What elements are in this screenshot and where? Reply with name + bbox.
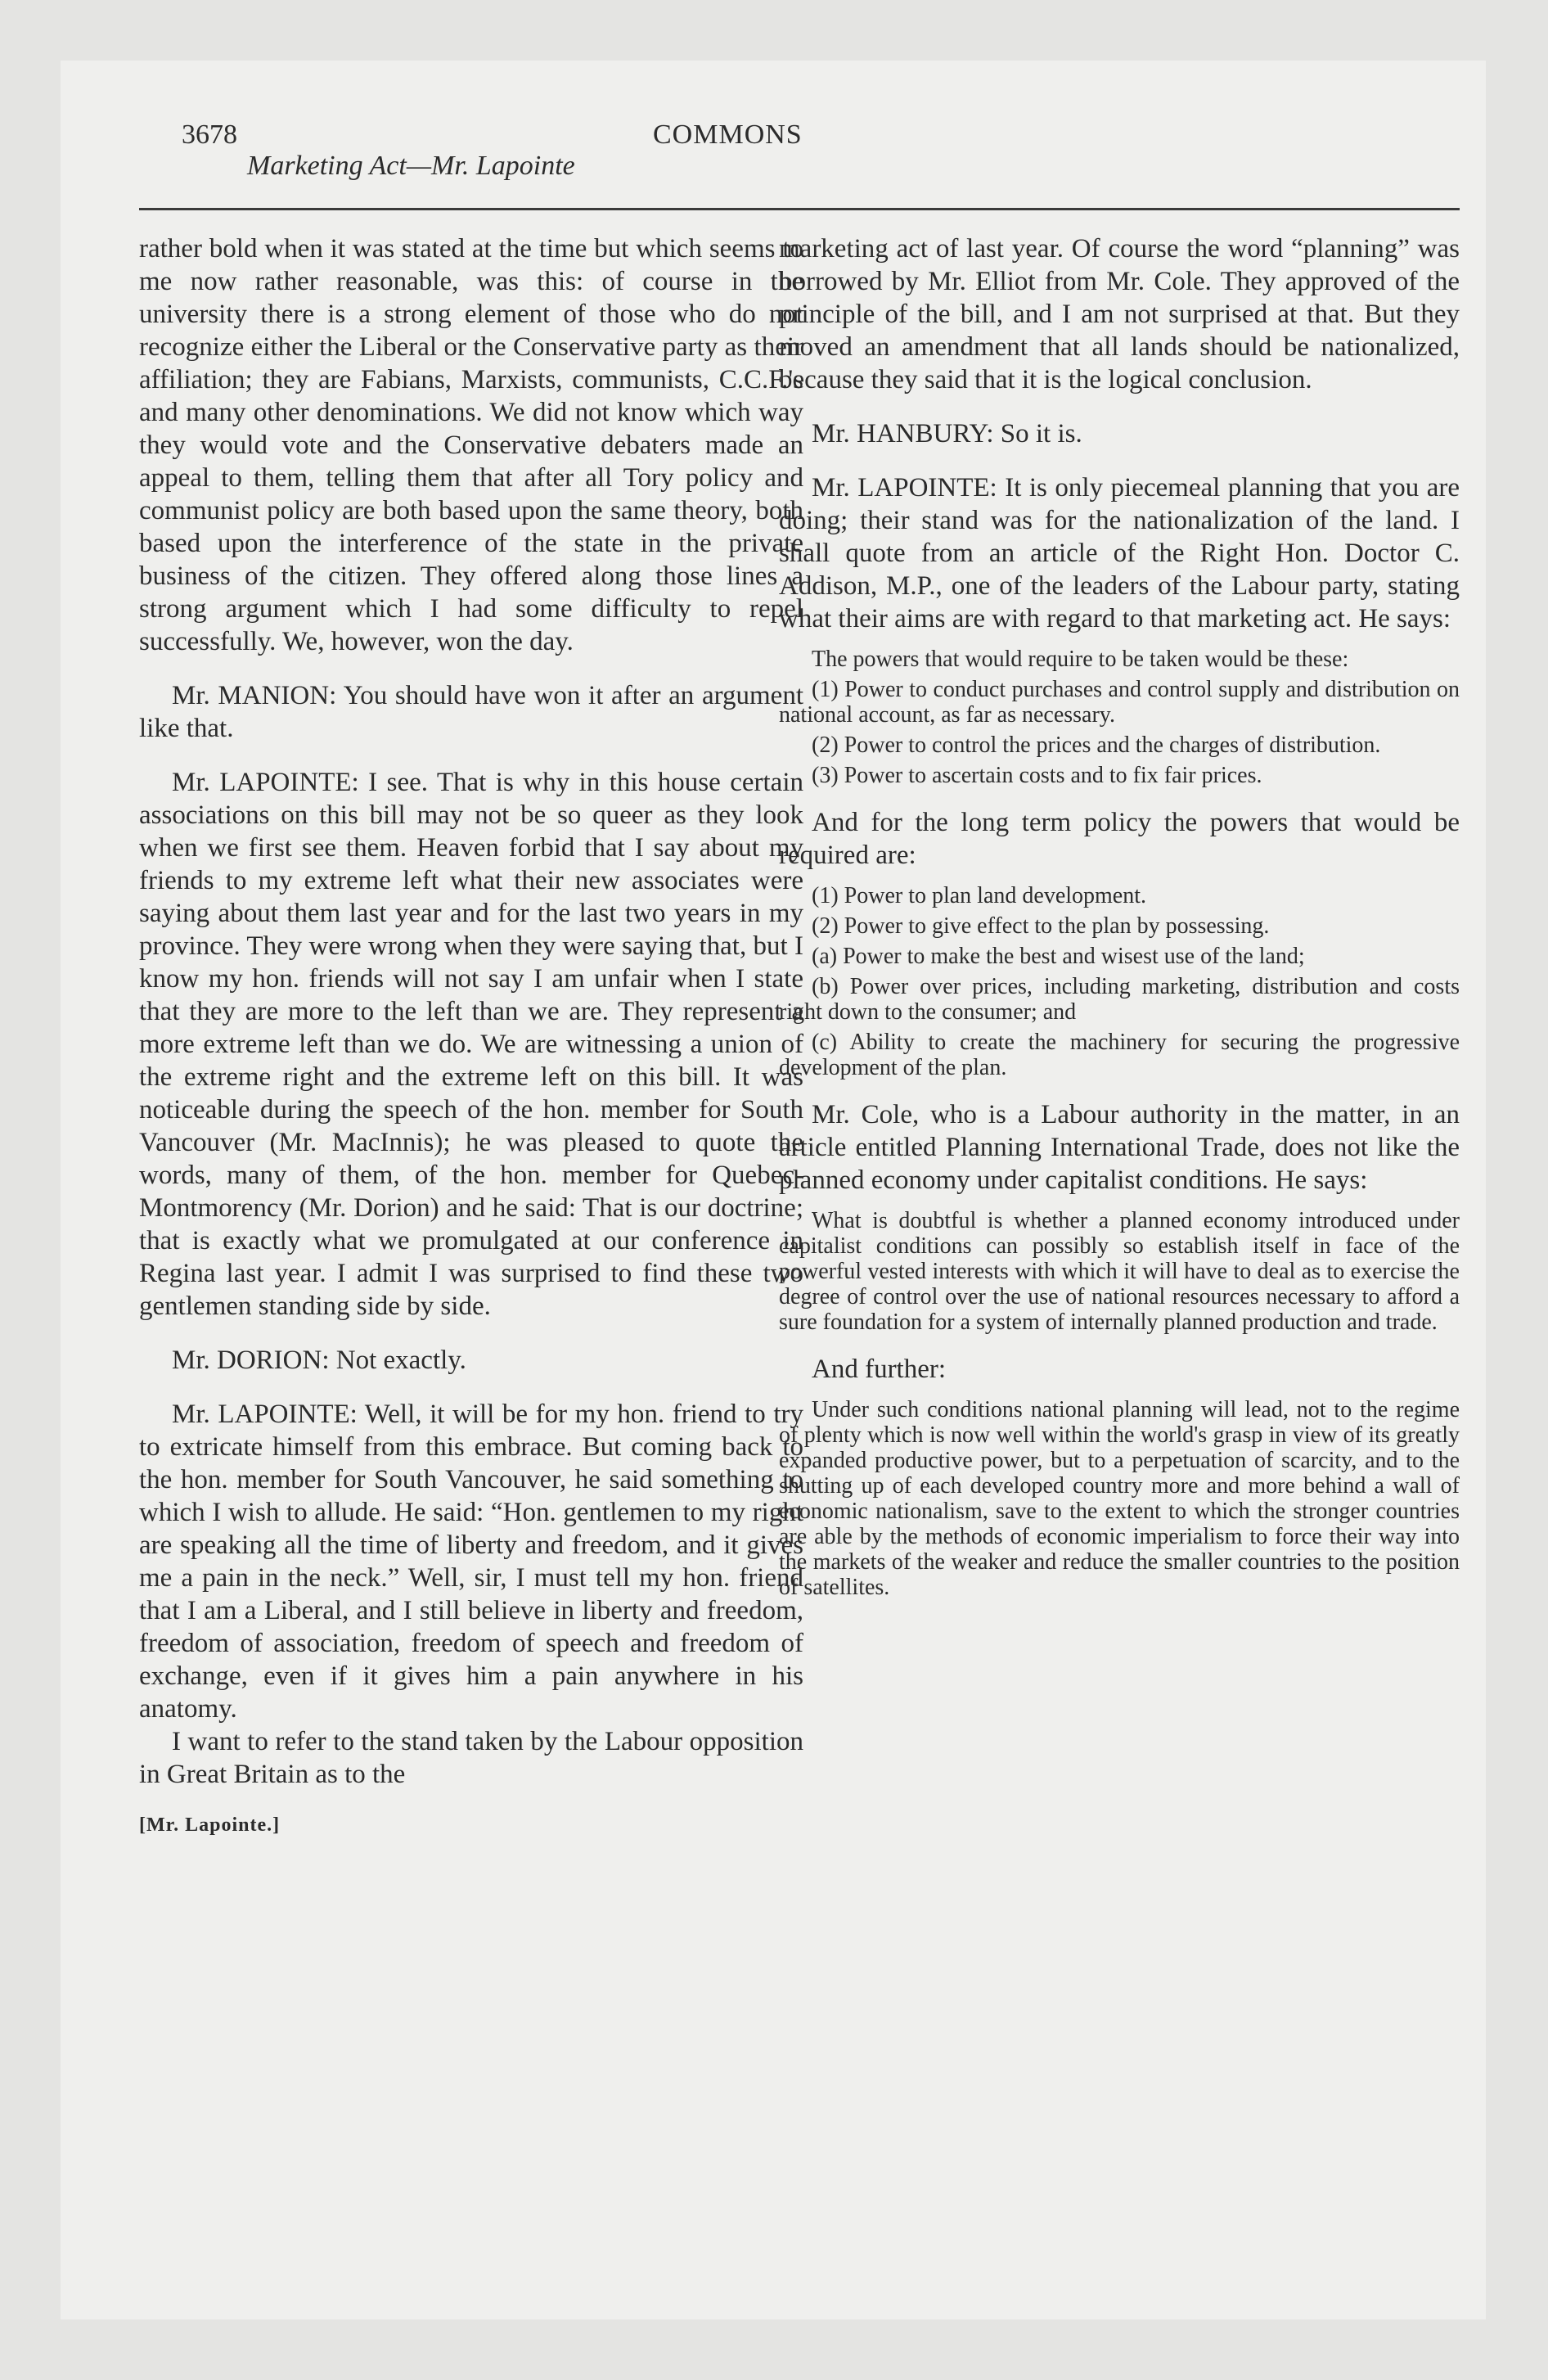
paragraph: rather bold when it was stated at the time but which seems to me now rather reasonable, was this: of course in the university there is a strong element of those who do not recognize either the Liberal or the Conservative party as their affiliation; they are Fabians, Marxists, communists, C.C.F.'s and many other denominations. We did not know which way they would vote and the Conservative debaters made an appeal to them, telling them that after all Tory policy and communist policy are both based upon the same theory, both based upon the interference of the state in the private business of the citizen. They offered along those lines a strong argument which I had some difficulty to repel successfully. We, however, won the day. (139, 234, 803, 656)
document-page (61, 61, 1486, 2319)
speech-text: Not exactly. (329, 1346, 466, 1375)
paragraph: I want to refer to the stand taken by the Labour opposition in Great Britain as to the (139, 1727, 803, 1789)
speech-paragraph (779, 417, 1460, 450)
quote-block: Under such conditions national planning will lead, not to the regime of plenty which is now well within the world's grasp in view of its greatly expanded productive power, but to a perpetuation of scarcity, and to the shutting up of each developed country more and more behind a wall of economic nationalism, save to the extent to which the stronger countries are able by the methods of economic imperialism to force their way into the markets of the weaker and reduce the smaller countries to the position of satellites. (779, 1397, 1460, 1600)
quote-line: (3) Power to ascertain costs and to fix fair prices. (812, 763, 1262, 788)
speech-text: So it is. (993, 419, 1082, 449)
footer-note: [Mr. Lapointe.] (139, 1814, 281, 1836)
quote-line: (2) Power to control the prices and the charges of distribution. (812, 732, 1381, 758)
quote-line: (1) Power to plan land development. (812, 883, 1147, 908)
page-number: 3678 (182, 119, 237, 150)
running-head: COMMONS (653, 119, 803, 150)
speech-paragraph (139, 766, 803, 1323)
quote-line: The powers that would require to be taken would be these: (812, 647, 1349, 672)
page-header (61, 61, 1486, 224)
paragraph: marketing act of last year. Of course the word “planning” was borrowed by Mr. Elliot from Mr. Cole. They approved of the principle of the bill, and I am not surprised at that. But they moved an amendment that all lands should be nationalized, because they said that it is the logical conclusion. (779, 234, 1460, 394)
quote-line: (1) Power to conduct purchases and control supply and distribution on national account, as far as necessary. (779, 677, 1460, 728)
paragraph: And further: (812, 1355, 947, 1384)
quote-line: (c) Ability to create the machinery for securing the progressive development of the plan. (779, 1030, 1460, 1080)
speech-paragraph (139, 1344, 803, 1377)
speech-paragraph (139, 1398, 803, 1725)
speech-paragraph (779, 471, 1460, 635)
paragraph: And for the long term policy the powers that would be required are: (779, 808, 1460, 870)
speech-text: It is only piecemeal planning that you are doing; their stand was for the nationalization of the land. I shall quote from an article of the Right Hon. Doctor C. Addison, M.P., one of the leaders of the Labour party, stating what their aims are with regard to that marketing act. He says: (779, 473, 1460, 633)
speaker-name: Mr. DORION: (172, 1346, 330, 1375)
speech-text: You should have won it after an argument like that. (139, 681, 804, 743)
left-column (139, 232, 803, 1841)
speaker-name: Mr. HANBURY: (812, 419, 994, 449)
speech-paragraph (139, 679, 803, 745)
paragraph: Mr. Cole, who is a Labour authority in the matter, in an article entitled Planning International Trade, does not like the planned economy under capitalist conditions. He says: (779, 1100, 1460, 1195)
quote-line: (a) Power to make the best and wisest use of the land; (812, 944, 1305, 969)
quote-line: (b) Power over prices, including marketing, distribution and costs right down to the consumer; and (779, 974, 1460, 1025)
quote-block: What is doubtful is whether a planned economy introduced under capitalist conditions can possibly so establish itself in face of the powerful vested interests with which it will have to deal as to exercise the degree of control over the use of national resources necessary to afford a sure foundation for a system of internally planned production and trade. (779, 1208, 1460, 1335)
page-subhead: Marketing Act—Mr. Lapointe (247, 151, 575, 181)
speaker-name: Mr. LAPOINTE: (812, 473, 997, 503)
quote-line: (2) Power to give effect to the plan by possessing. (812, 913, 1270, 939)
speaker-name: Mr. MANION: (172, 681, 337, 710)
speech-text: Well, it will be for my hon. friend to try to extricate himself from this embrace. But coming back to the hon. member for South Vancouver, he said something to which I wish to allude. He said: “Hon. gentlemen to my right are speaking all the time of liberty and freedom, and it gives me a pain in the neck.” Well, sir, I must tell my hon. friend that I am a Liberal, and I still believe in liberty and freedom, freedom of association, freedom of speech and freedom of exchange, even if it gives him a pain anywhere in his anatomy. (139, 1400, 803, 1724)
header-rule (139, 208, 1460, 210)
speech-text: I see. That is why in this house certain associations on this bill may not be so queer as they look when we first see them. Heaven forbid that I say about my friends to my extreme left what their new associates were saying about them last year and for the last two years in my province. They were wrong when they were saying that, but I know my hon. friends will not say I am unfair when I state that they are more to the left than we are. They represent a more extreme left than we do. We are witnessing a union of the extreme right and the extreme left on this bill. It was noticeable during the speech of the hon. member for South Vancouver (Mr. MacInnis); he was pleased to quote the words, many of them, of the hon. member for Quebec-Montmorency (Mr. Dorion) and he said: That is our doctrine; that is exactly what we promulgated at our conference in Regina last year. I admit I was surprised to find these two gentlemen standing side by side. (139, 768, 803, 1321)
speaker-name: Mr. LAPOINTE: (172, 768, 359, 797)
right-column (779, 232, 1460, 1600)
speaker-name: Mr. LAPOINTE: (172, 1400, 358, 1429)
